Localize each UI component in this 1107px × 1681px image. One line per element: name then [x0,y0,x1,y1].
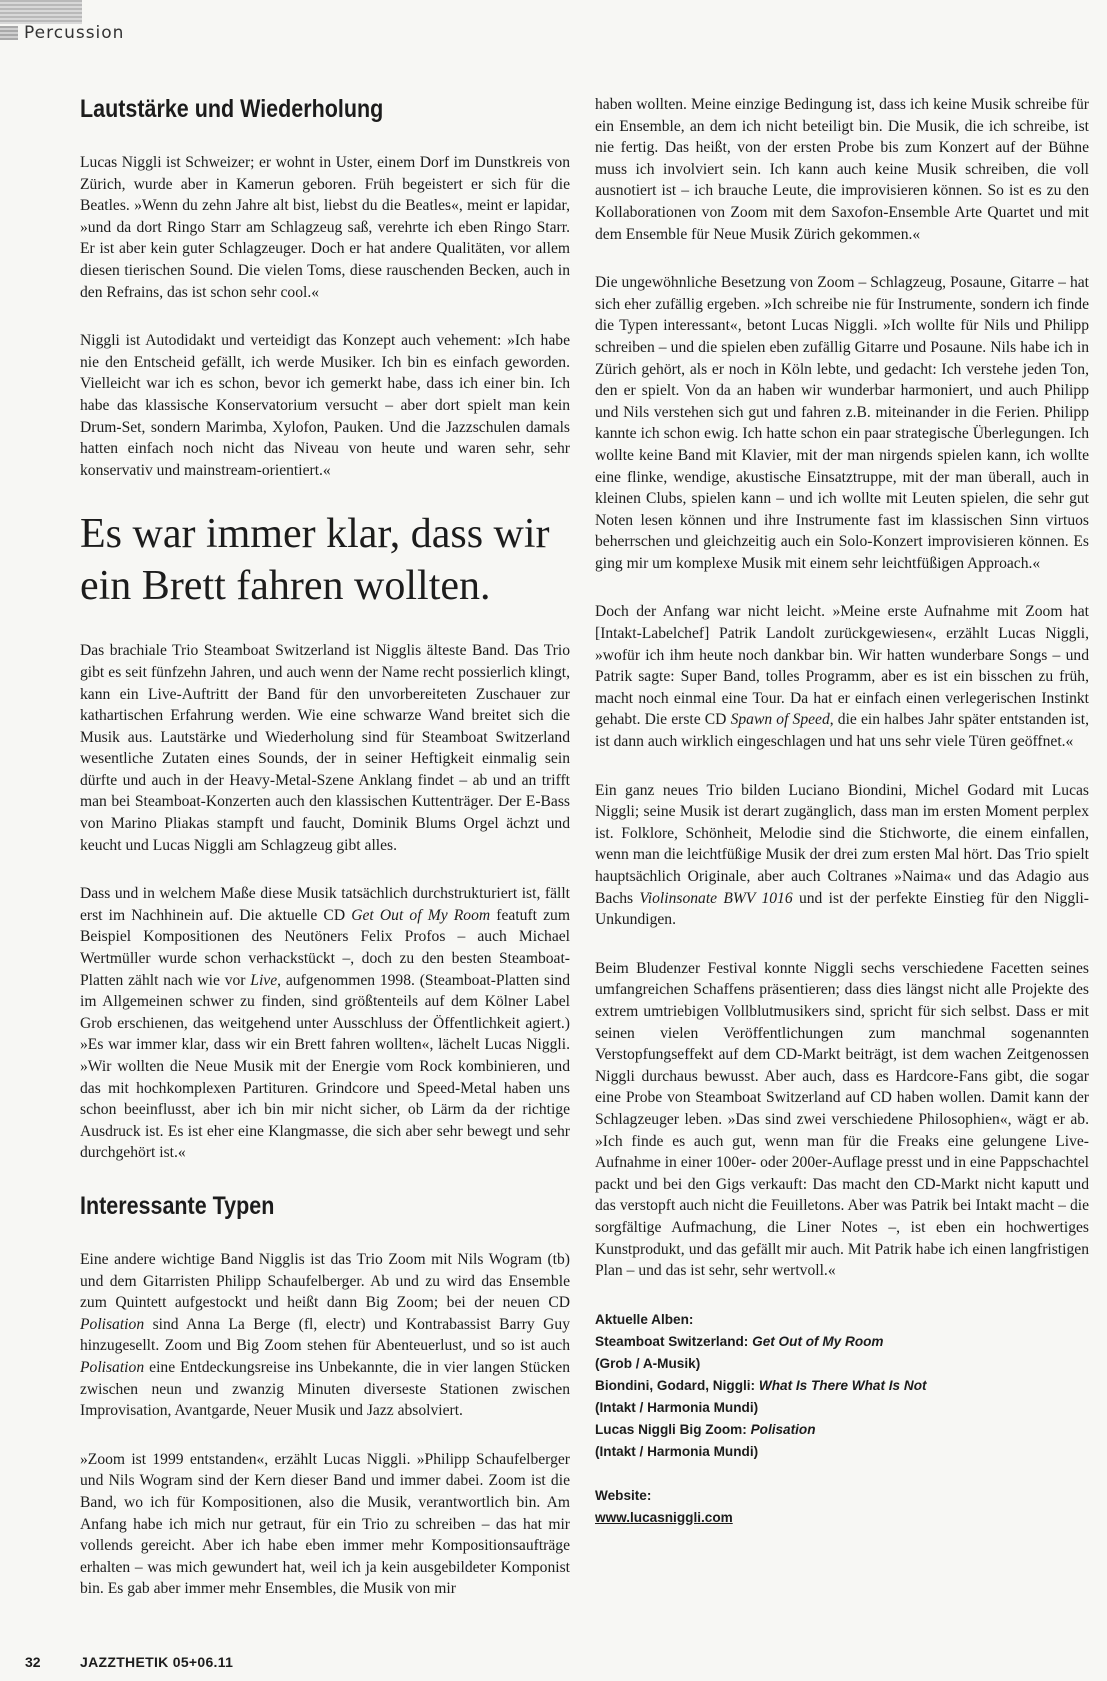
album-label: (Intakt / Harmonia Mundi) [595,1399,759,1415]
header-decoration [0,0,82,24]
website-link[interactable]: www.lucasniggli.com [595,1509,733,1525]
album-entry: Steamboat Switzerland: Get Out of My Room [595,1333,884,1349]
paragraph: Ein ganz neues Trio bilden Luciano Biondini, Michel Godard mit Lucas Niggli; seine Musik ist derart zugänglich, dass man im ersten Moment perplex ist. Folklore, Schönheit, Melodie sind die Stichworte, die einem einfallen, wenn man die leichtfüßige Musik der drei zum ersten Mal hört. Das Trio spielt hauptsächlich Originale, aber auch Coltranes »Naima« und das Adagio aus Bachs Violinsonate BWV 1016 und ist der perfekte Einstieg für den Niggli-Unkundigen. [595,781,1089,929]
paragraph: haben wollten. Meine einzige Bedingung ist, dass ich keine Musik schreibe für ein Ensemble, an dem ich nicht beteiligt bin. Die Musik, die ich schreibe, ist nie fertig. Das heißt, von der ersten Probe bis zum Konzert auf der Bühne muss ich involviert sein. Ich kann auch keine Musik schreiben, die voll ausnotiert ist – ich brauche Leute, die improvisieren können. So ist es zu den Kollaborationen von Zoom mit dem Saxofon-Ensemble Arte Quartet und mit dem Ensemble für Neue Musik Zürich gekommen.« [595,96,1089,243]
album-label: (Grob / A-Musik) [595,1355,701,1371]
paragraph: Das brachiale Trio Steamboat Switzerland ist Nigglis älteste Band. Das Trio gibt es seit fünfzehn Jahren, und auch wenn der Name recht possierlich klingt, kann ein Live-Auftritt der Band für den unvorbereiteten Zuschauer zur kathartischen Erfahrung werden. Wie eine schwarze Wand breitet sich die Musik aus. Lautstärke und Wiederholung sind für Steamboat Switzerland wesentliche Zutaten eines Sounds, der in seiner Heftigkeit einmalig sein dürfte und auch in der Heavy-Metal-Szene Anklang findet – ab und an trifft man bei Steamboat-Konzerten auch den klassischen Kuttenträger. Der E-Bass von Marino Pliakas stampft und faucht, Dominik Blums Orgel ächzt und keucht und Lucas Niggli am Schlagzeug gibt alles. [80,642,570,854]
paragraph: Lucas Niggli ist Schweizer; er wohnt in Uster, einem Dorf im Dunstkreis von Zürich, wurde aber in Kamerun geboren. Früh begeistert er sich für die Beatles. »Wenn du zehn Jahre alt bist, liebst du die Beatles«, meint er lapidar, »und da dort Ringo Starr am Schlagzeug saß, verehrte ich eben Ringo Starr. Er ist aber kein guter Schlagzeuger. Doch er hat andere Qualitäten, vor allem diesen tierischen Sound. Die vielen Toms, diese rauschenden Becken, auch in den Refrains, das ist schon sehr cool.« [80,154,570,301]
albums-heading: Aktuelle Alben: [595,1311,694,1327]
paragraph: Dass und in welchem Maße diese Musik tatsächlich durchstrukturiert ist, fällt erst im Nachhinein auf. Die aktuelle CD Get Out of My Room featuft zum Beispiel Kompositionen des Neutöners Felix Profos – auch Michael Wertmüller wurde schon verhackstückt –, doch zu den besten Steamboat-Platten zählt nach wie vor Live, aufgenommen 1998. (Steamboat-Platten sind im Allgemeinen schwer zu finden, sind größtenteils auf dem Kölner Label Grob erschienen, das weitgehend unter Ausschluss der Öffentlichkeit agiert.) »Es war immer klar, dass wir ein Brett fahren wollten«, lächelt Lucas Niggli. »Wir wollten die Neue Musik mit der Energie vom Rock kombinieren, und das mit hochkomplexen Partituren. Grindcore und Speed-Metal haben uns schon beeinflusst, aber ich bin mir nicht sicher, ob Lärm da der richtige Ausdruck ist. Es ist eher eine Klangmasse, die sich aber sehr bewegt und sehr durchgehört ist.« [80,885,571,1162]
paragraph: Doch der Anfang war nicht leicht. »Meine erste Aufnahme mit Zoom hat [Intakt-Labelchef] Patrik Landolt zurückgewiesen«, erzählt Lucas Niggli, »wofür ich ihm heute noch dankbar bin. Wir hatten wunderbare Songs – und Patrik sagte: Super Band, tolles Programm, aber es ist ein bisschen zu früh, macht noch einmal eine Tour. Da hat er einfach einen verlegerischen Instinkt gehabt. Die erste CD Spawn of Speed, die ein halbes Jahr später entstanden ist, ist dann auch wirklich eingeschlagen und hat uns sehr viele Türen geöffnet.« [595,603,1090,751]
paragraph: Die ungewöhnliche Besetzung von Zoom – Schlagzeug, Posaune, Gitarre – hat sich eher zufällig ergeben. »Ich schreibe nie für Instrumente, sondern ich finde die Typen interessant«, betont Lucas Niggli. »Ich wollte für Nils und Philipp schreiben – und die spielen eben zufällig Gitarre und Posaune. Nils habe ich in Zürich gehört, als er noch in Köln lebte, und gedacht: Ich verstehe jeden Ton, den er spielt. Von da an haben wir wunderbar harmoniert, und auch Philipp und Nils verstehen sich gut und fahren z.B. miteinander in die Ferien. Philipp kannte ich schon ewig. Ich hatte schon ein paar strategische Überlegungen. Ich wollte keine Band mit Klavier, mit der man nirgends spielen kann, ich wollte eine flinke, wendige, akustische Einsatztruppe, mit der man überall, auch in kleinen Clubs, spielen kann – und ich wollte mit Leuten spielen, die sehr gut Noten lesen können und ihre Instrumente fast im klassischen Sinn virtuos beherrschen und gleichzeitig auch ein Solo-Konzert improvisieren können. Es ging mir um komplexe Musik mit einem sehr leichtfüßigen Approach.« [595,274,1089,572]
album-entry: Biondini, Godard, Niggli: What Is There What Is Not [595,1377,927,1393]
album-label: (Intakt / Harmonia Mundi) [595,1443,759,1459]
left-column [80,94,570,1627]
paragraph: »Zoom ist 1999 entstanden«, erzählt Lucas Niggli. »Philipp Schaufelberger und Nils Wogram sind der Kern dieser Band und immer dabei. Zoom ist die Band, wo ich für Kompositionen, also die Musik, verantwortlich bin. Am Anfang habe ich mich nur getraut, für ein Trio zu schreiben – das hat mir vollends gereicht. Aber ich habe eben immer mehr Kompositionsaufträge erhalten – was mich gewundert hat, weil ich ja kein ausgebildeter Komponist bin. Es gab aber immer mehr Ensembles, die Musik von mir [80,1450,570,1598]
album-title: Polisation [80,1315,145,1333]
magazine-issue: JAZZTHETIK 05+06.11 [80,1654,234,1670]
paragraph: Eine andere wichtige Band Nigglis ist das Trio Zoom mit Nils Wogram (tb) und dem Gitarristen Philipp Schaufelberger. Ab und zu wird das Ensemble zum Quintett aufgestockt und heißt dann Big Zoom; bei der neuen CD Polisation sind Anna La Berge (fl, electr) und Kontrabassist Barry Guy hinzugesellt. Zoom und Big Zoom stehen für Abenteuerlust, und so ist auch Polisation eine Entdeckungsreise ins Unbekannte, die in vier langen Stücken zwischen neun und zwanzig Minuten diverseste Stationen zwischen Improvisation, Avantgarde, Neuer Musik und Jazz absolviert. [80,1250,570,1420]
spacer [595,1463,1089,1485]
footer [0,1654,1107,1674]
album-entry: Lucas Niggli Big Zoom: Polisation [595,1421,816,1437]
right-column [595,94,1089,1529]
header-decoration-small [0,26,18,40]
section-label: Percussion [24,23,125,43]
pull-quote: Es war immer klar, dass wir ein Brett fahren wollten. [80,511,550,610]
album-credits [595,1309,1089,1529]
page-number: 32 [25,1654,41,1670]
album-title: Get Out of My Room [351,906,491,924]
paragraph: Niggli ist Autodidakt und verteidigt das Konzept auch vehement: »Ich habe nie den Entscheid gefällt, ich werde Musiker. Ich bin es einfach geworden. Vielleicht war ich es schon, bevor ich gemerkt habe, dass ich einer bin. Ich habe das klassische Konservatorium versucht – aber dort spielt man kein Drum-Set, sondern Marimba, Xylofon, Pauken. Und die Jazzschulen damals hatten einfach noch nicht das Niveau von heute und waren sehr, sehr konservativ und mainstream-orientiert.« [80,332,570,479]
heading-lautstaerke: Lautstärke und Wiederholung [80,95,384,123]
album-title: Polisation [80,1358,145,1376]
work-title: Violinsonate BWV 1016 [639,889,793,907]
website-heading: Website: [595,1487,652,1503]
album-title: Live [250,971,278,989]
paragraph: Beim Bludenzer Festival konnte Niggli sechs verschiedene Facetten seines umfangreichen Schaffens präsentieren; dass dies längst nicht alle Projekte des extrem umtriebigen Vollblutmusikers sind, spricht für sich selbst. Dass er mit seinen vielen Veröffentlichungen zum manchmal sogenannten Verstopfungseffekt auf dem CD-Markt beiträgt, ist dem wachen Zeitgenossen Niggli durchaus bewusst. Aber auch, dass es Hardcore-Fans gibt, die sogar eine Probe von Steamboat Switzerland auf CD haben wollen. Damit kann der Schlagzeuger leben. »Das sind zwei verschiedene Philosophien«, wägt er ab. »Ich finde es auch gut, wenn man für die Freaks eine gelungene Live-Aufnahme in einer 100er- oder 200er-Auflage presst und in eine Pappschachtel packt und bei den Gigs verkauft: Das macht den CD-Markt nicht kaputt und das verstopft auch nicht die Feuilletons. Aber was Patrik bei Intakt macht – die sorgfältige Aufmachung, die Liner Notes –, ist eben ein hochwertiges Kunstprodukt, und das gefällt mir auch. Mit Patrik habe ich einen langfristigen Plan – und das ist sehr, sehr wertvoll.« [595,959,1089,1280]
album-title: Spawn of Speed [730,711,830,729]
heading-interessante-typen: Interessante Typen [80,1191,275,1220]
